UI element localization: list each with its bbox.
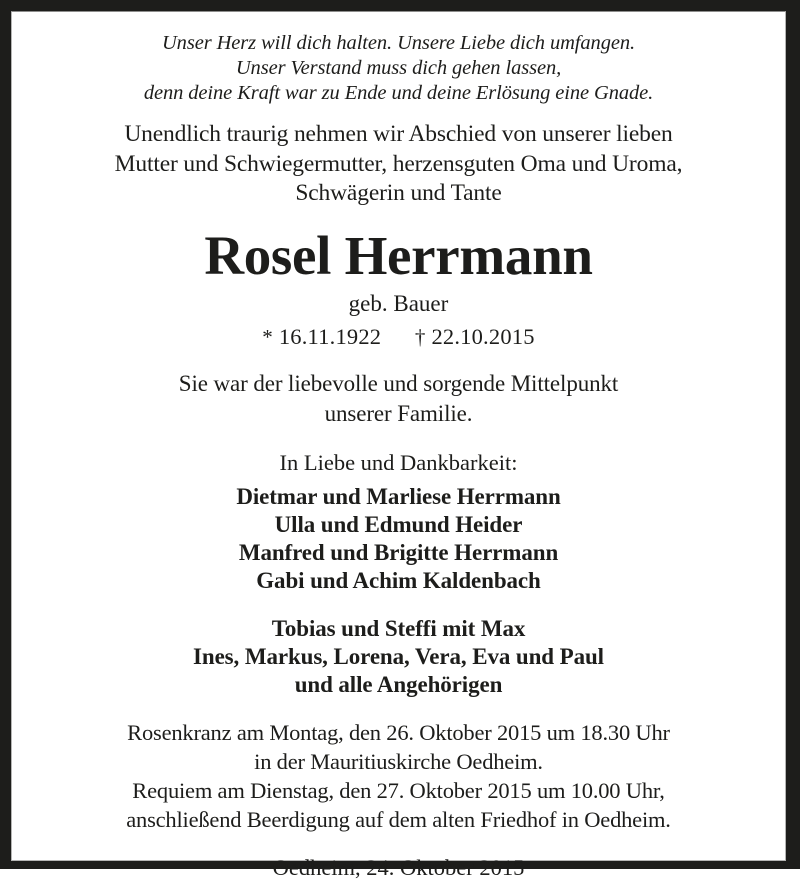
tribute-line-1: Sie war der liebevolle und sorgende Mittelpunkt (178, 370, 619, 396)
mourner-line: Ulla und Edmund Heider (274, 511, 523, 537)
service-line: in der Mauritiuskirche Oedheim. (254, 748, 543, 774)
epigraph (46, 31, 751, 106)
tribute-line-2: unserer Familie. (324, 400, 473, 426)
mourners-secondary (46, 615, 751, 699)
born-date: 16.11.1922 (278, 323, 382, 349)
intro-line-3: Schwägerin und Tante (295, 180, 502, 206)
died-date: 22.10.2015 (431, 323, 535, 349)
intro-line-1: Unendlich traurig nehmen wir Abschied von unserer lieben (124, 121, 673, 147)
maiden-name: geb. Bauer (348, 290, 449, 316)
epigraph-line-1: Unser Herz will dich halten. Unsere Liebe dich umfangen. (161, 32, 636, 54)
born-symbol-icon: * (262, 324, 273, 349)
place-and-date: Oedheim, 24. Oktober 2015 (272, 854, 525, 880)
notice-paper (11, 11, 786, 880)
service-details (46, 718, 751, 834)
mourners-primary (46, 483, 751, 595)
service-line: Requiem am Dienstag, den 27. Oktober 2015 um 10.00 Uhr, (132, 777, 665, 803)
mourner-line: Dietmar und Marliese Herrmann (236, 483, 561, 509)
mourner-line: und alle Angehörigen (294, 671, 503, 697)
dedication-heading: In Liebe und Dankbarkeit: (279, 449, 518, 475)
cross-dagger-icon: † (414, 324, 426, 349)
announcement-intro (46, 120, 751, 209)
mourner-line: Tobias und Steffi mit Max (271, 615, 526, 641)
epigraph-line-3: denn deine Kraft war zu Ende und deine Erlösung eine Gnade. (143, 82, 654, 104)
mourner-line: Manfred und Brigitte Herrmann (238, 539, 559, 565)
deceased-name: Rosel Herrmann (204, 224, 593, 286)
life-dates (46, 322, 751, 352)
mourner-line: Gabi und Achim Kaldenbach (256, 567, 541, 593)
service-line: Rosenkranz am Montag, den 26. Oktober 2015 um 18.30 Uhr (127, 719, 670, 745)
tribute (46, 369, 751, 429)
service-line: anschließend Beerdigung auf dem alten Friedhof in Oedheim. (126, 806, 671, 832)
mourner-line: Ines, Markus, Lorena, Vera, Eva und Paul (193, 643, 604, 669)
intro-line-2: Mutter und Schwiegermutter, herzensguten Oma und Uroma, (114, 150, 683, 177)
epigraph-line-2: Unser Verstand muss dich gehen lassen, (235, 57, 562, 79)
